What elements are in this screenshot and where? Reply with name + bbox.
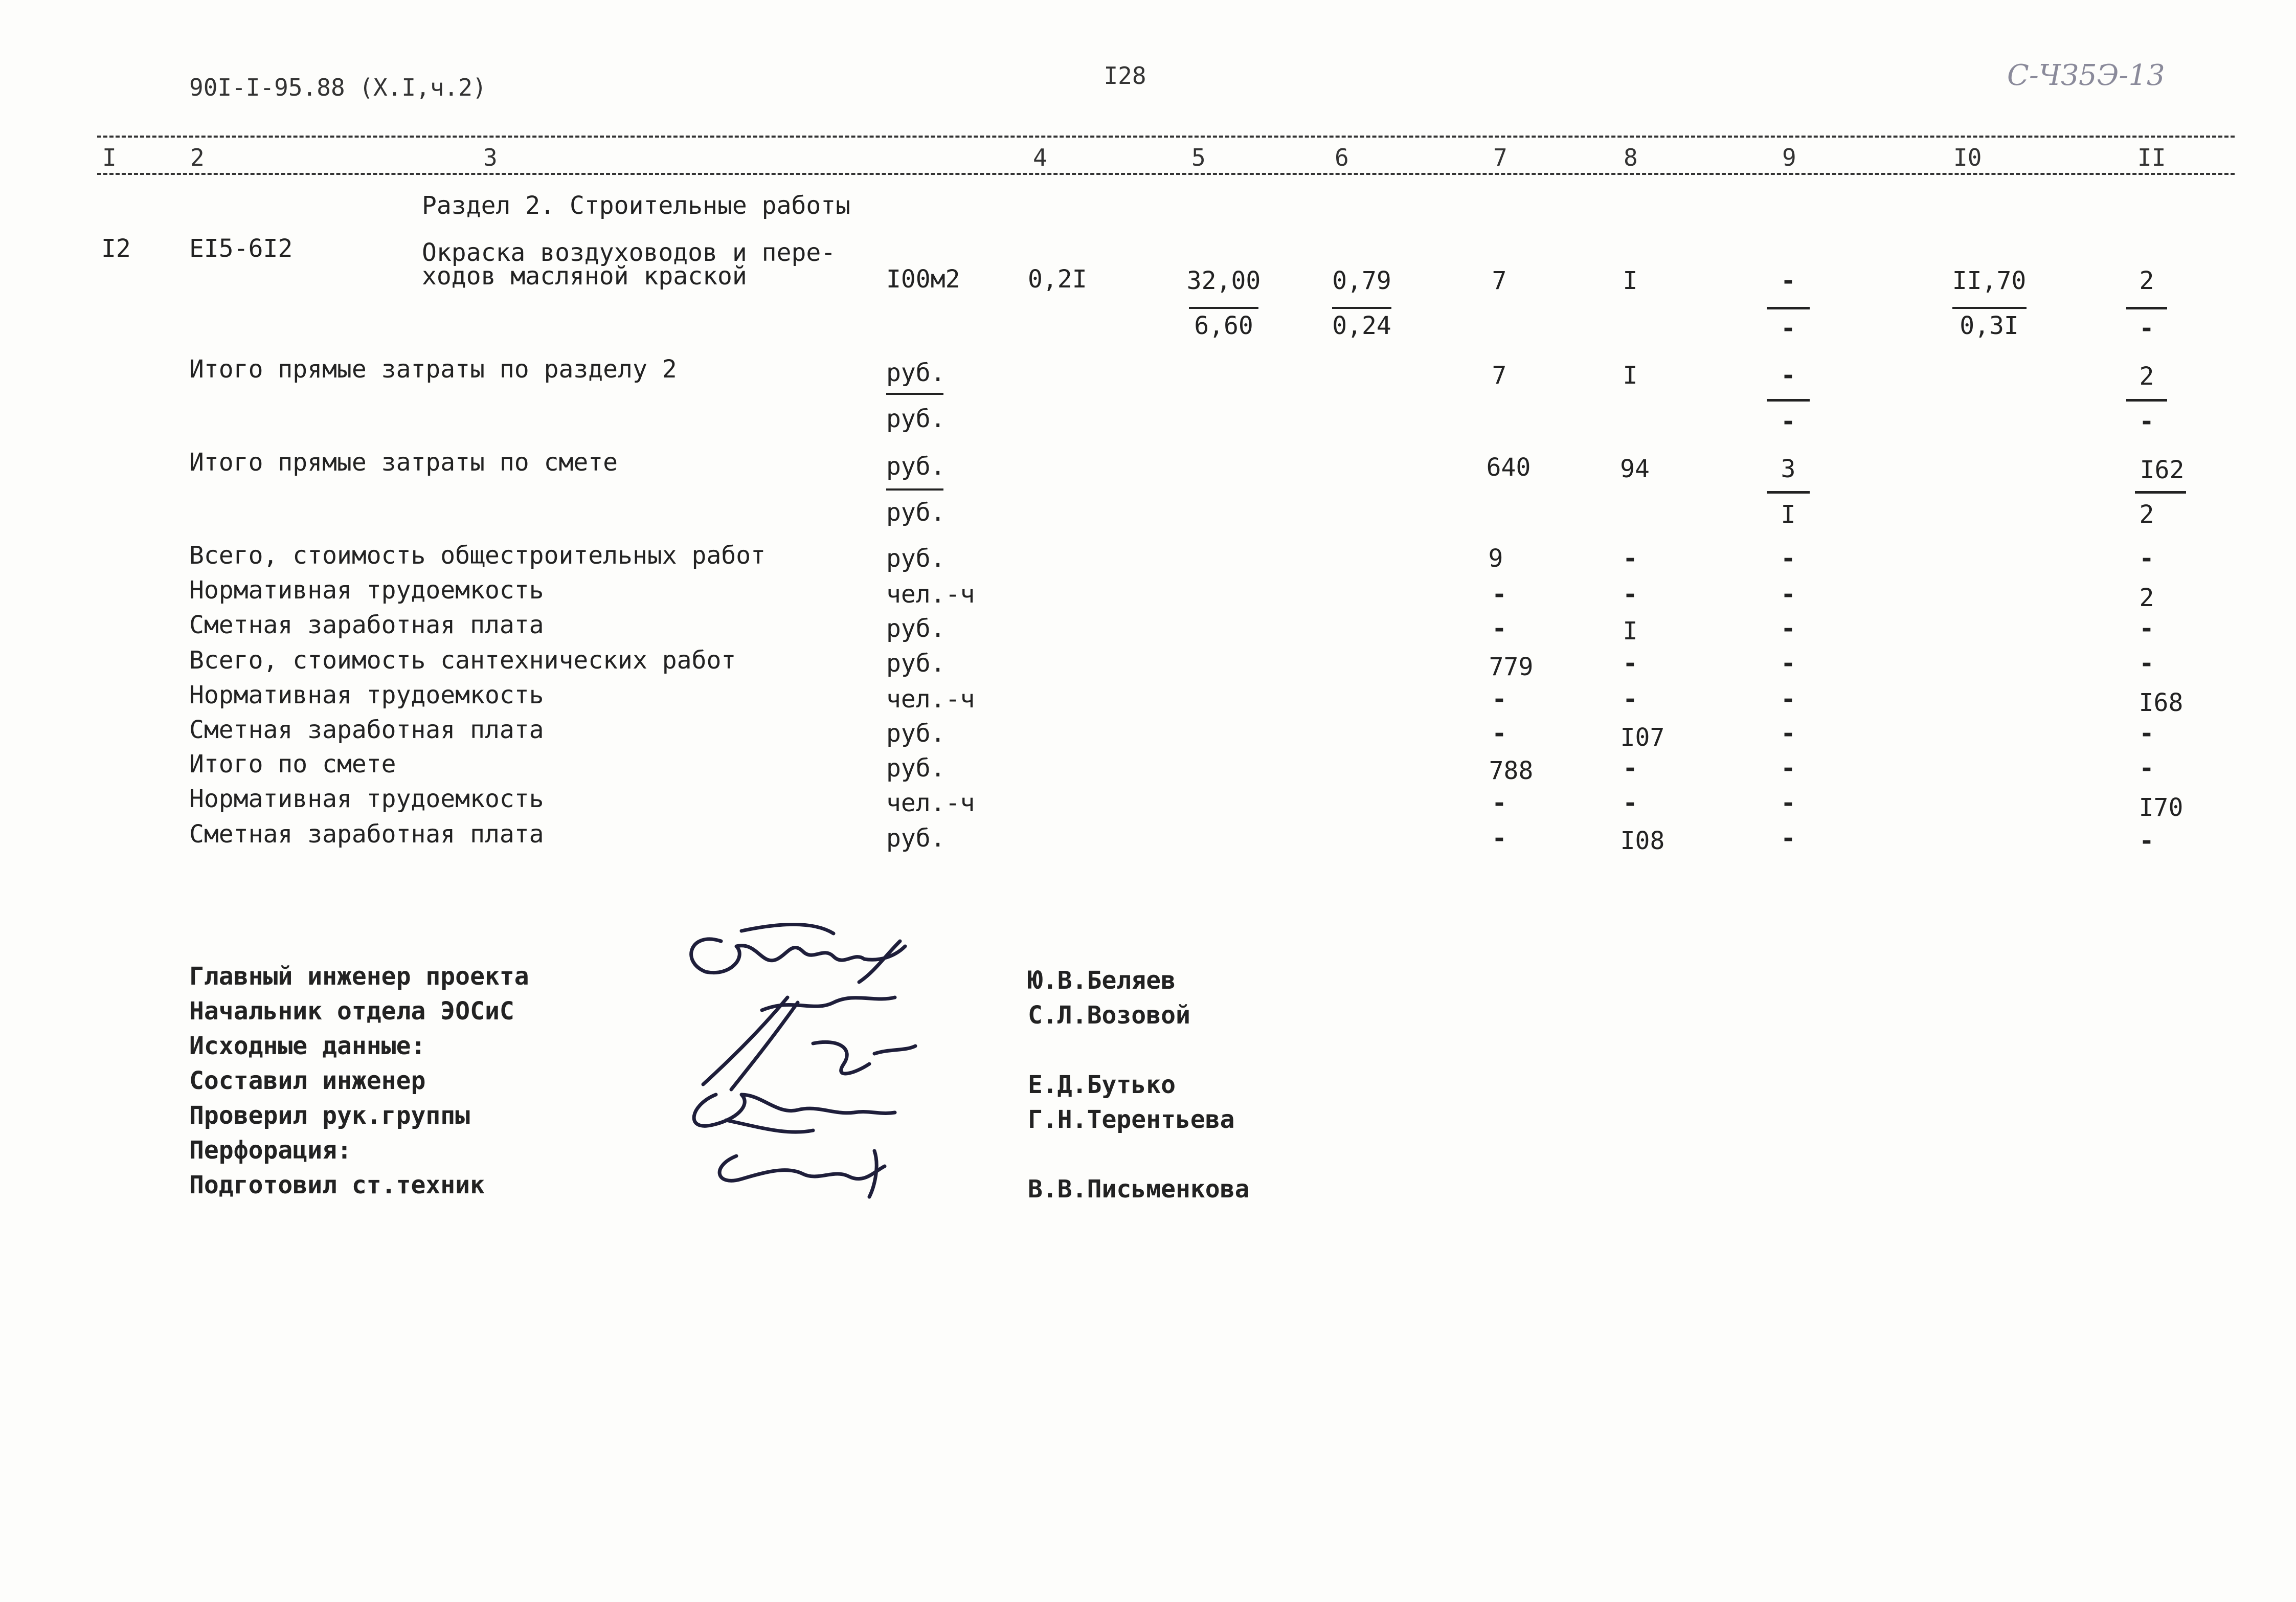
summary-label: Всего, стоимость сантехнических работ: [189, 646, 736, 675]
col-header-1: I: [102, 144, 117, 171]
summary-col11: -: [2139, 754, 2154, 783]
signature-role: Перфорация:: [189, 1136, 352, 1165]
signature-name: В.В.Письменкова: [1028, 1175, 1250, 1204]
col-header-5: 5: [1191, 144, 1206, 171]
summary-col9: -: [1781, 649, 1796, 678]
header-rule-bottom: [97, 173, 2235, 175]
summary-col8: -: [1623, 754, 1638, 783]
item-col9-bottom: -: [1781, 314, 1796, 343]
summary-col8: I08: [1620, 827, 1665, 855]
signature-role: Составил инженер: [189, 1066, 426, 1095]
fraction-line: [886, 488, 943, 491]
col-header-10: I0: [1953, 144, 1982, 171]
fraction-line: [1767, 307, 1810, 309]
signature-name: Ю.В.Беляев: [1028, 966, 1176, 995]
summary-col8: -: [1623, 685, 1638, 714]
summary-label: Всего, стоимость общестроительных работ: [189, 541, 766, 570]
section-title: Раздел 2. Строительные работы: [422, 191, 851, 220]
summary-col7: -: [1492, 580, 1507, 609]
item-col7: 7: [1492, 266, 1507, 295]
col-header-4: 4: [1033, 144, 1047, 171]
item-col6-bottom: 0,24: [1332, 312, 1391, 340]
summary-col9: -: [1781, 824, 1796, 853]
summary-col8: -: [1623, 789, 1638, 817]
page-number: I28: [1104, 62, 1146, 90]
item-col5-bottom: 6,60: [1194, 312, 1253, 340]
summary-col11: -: [2139, 649, 2154, 678]
summary-col9: -: [1781, 544, 1796, 573]
signature-role: Подготовил ст.техник: [189, 1171, 485, 1199]
summary-col9: -: [1781, 754, 1796, 783]
item-number: I2: [101, 234, 131, 263]
fraction-line: [1952, 307, 2027, 309]
summary-col11: -: [2139, 614, 2154, 643]
summary-col8: -: [1623, 580, 1638, 609]
fraction-line: [1767, 491, 1810, 494]
summary-col7: 779: [1489, 653, 1534, 681]
col-header-7: 7: [1493, 144, 1507, 171]
fraction-line: [2126, 307, 2167, 309]
subtotal-estimate-col11-bottom: 2: [2139, 500, 2154, 529]
subtotal-section-label: Итого прямые затраты по разделу 2: [189, 355, 677, 384]
summary-label: Сметная заработная плата: [189, 820, 544, 849]
signature-role: Проверил рук.группы: [189, 1101, 470, 1130]
subtotal-section-col8: I: [1623, 361, 1638, 390]
summary-col9: -: [1781, 719, 1796, 748]
summary-col11: 2: [2139, 584, 2154, 612]
col-header-3: 3: [483, 144, 498, 171]
subtotal-estimate-unit-top: руб.: [886, 452, 946, 481]
summary-label: Нормативная трудоемкость: [189, 785, 544, 813]
col-header-8: 8: [1624, 144, 1638, 171]
item-description-line1: Окраска воздуховодов и пере-: [422, 238, 836, 267]
fraction-line: [1332, 307, 1391, 309]
summary-col7: -: [1492, 685, 1507, 714]
col-header-6: 6: [1335, 144, 1349, 171]
summary-unit: руб.: [886, 719, 946, 748]
fraction-line: [2135, 491, 2186, 494]
col-header-9: 9: [1782, 144, 1796, 171]
header-rule-top: [97, 136, 2235, 138]
summary-unit: чел.-ч: [886, 580, 975, 609]
handwritten-signatures-image: [660, 910, 966, 1197]
signature-role: Начальник отдела ЭОСиС: [189, 997, 514, 1026]
summary-col9: -: [1781, 789, 1796, 817]
summary-col11: I68: [2139, 688, 2184, 717]
subtotal-section-col9-bottom: -: [1781, 407, 1796, 436]
item-col9-top: -: [1781, 266, 1796, 295]
summary-col11: -: [2139, 719, 2154, 748]
summary-col7: 9: [1488, 544, 1503, 573]
summary-unit: руб.: [886, 614, 946, 643]
subtotal-section-col9-top: -: [1781, 361, 1796, 390]
subtotal-estimate-col9-bottom: I: [1781, 500, 1796, 529]
col-header-2: 2: [190, 144, 205, 171]
item-col11-top: 2: [2139, 266, 2154, 295]
item-col6-top: 0,79: [1332, 266, 1391, 295]
fraction-line: [1189, 307, 1258, 309]
summary-col11: -: [2139, 827, 2154, 855]
subtotal-estimate-col8: 94: [1620, 455, 1650, 483]
subtotal-estimate-unit-bottom: руб.: [886, 498, 946, 527]
signature-name: С.Л.Возовой: [1028, 1001, 1190, 1030]
summary-col7: 788: [1489, 756, 1534, 785]
subtotal-section-col11-bottom: -: [2139, 407, 2154, 436]
summary-label: Сметная заработная плата: [189, 611, 544, 639]
subtotal-section-col11-top: 2: [2139, 362, 2154, 391]
summary-unit: руб.: [886, 544, 946, 573]
signature-role: Главный инженер проекта: [189, 962, 529, 991]
col-header-11: II: [2137, 144, 2166, 171]
subtotal-estimate-label: Итого прямые затраты по смете: [189, 448, 618, 477]
summary-col9: -: [1781, 614, 1796, 643]
fraction-line: [886, 393, 943, 395]
summary-col7: -: [1492, 824, 1507, 853]
fraction-line: [2126, 399, 2167, 402]
summary-col8: I07: [1620, 723, 1665, 752]
summary-col7: -: [1492, 614, 1507, 643]
summary-col7: -: [1492, 789, 1507, 817]
summary-unit: руб.: [886, 824, 946, 853]
summary-unit: руб.: [886, 754, 946, 783]
subtotal-estimate-col9-top: 3: [1781, 455, 1796, 483]
archive-stamp: С-ЧЗ5Э-13: [2007, 59, 2165, 92]
signature-name: Г.Н.Терентьева: [1028, 1105, 1235, 1134]
summary-col11: I70: [2139, 793, 2184, 822]
item-unit: I00м2: [886, 265, 960, 294]
summary-col8: -: [1623, 544, 1638, 573]
subtotal-section-unit-top: руб.: [886, 359, 946, 387]
fraction-line: [1767, 399, 1810, 402]
summary-label: Итого по смете: [189, 750, 396, 778]
item-quantity: 0,2I: [1028, 265, 1087, 294]
summary-col7: -: [1492, 719, 1507, 748]
summary-col11: -: [2139, 544, 2154, 573]
item-col10-top: II,70: [1952, 266, 2027, 295]
summary-col9: -: [1781, 685, 1796, 714]
item-col10-bottom: 0,3I: [1960, 312, 2019, 340]
item-code: EI5-6I2: [189, 234, 293, 263]
item-description-line2: ходов масляной краской: [422, 262, 747, 291]
item-col11-bottom: -: [2139, 314, 2154, 343]
item-col5-top: 32,00: [1186, 266, 1261, 295]
summary-unit: руб.: [886, 649, 946, 678]
item-col8: I: [1623, 266, 1638, 295]
summary-label: Нормативная трудоемкость: [189, 681, 544, 709]
summary-col8: -: [1623, 649, 1638, 678]
subtotal-section-col7: 7: [1492, 361, 1507, 390]
subtotal-estimate-col7: 640: [1486, 453, 1531, 482]
document-code: 90I-I-95.88 (X.I,ч.2): [189, 74, 487, 101]
summary-col8: I: [1623, 617, 1638, 646]
signature-name: Е.Д.Бутько: [1028, 1071, 1176, 1099]
subtotal-estimate-col11-top: I62: [2140, 456, 2185, 484]
summary-unit: чел.-ч: [886, 685, 975, 714]
summary-col9: -: [1781, 580, 1796, 609]
subtotal-section-unit-bottom: руб.: [886, 405, 946, 433]
summary-label: Нормативная трудоемкость: [189, 576, 544, 605]
summary-unit: чел.-ч: [886, 789, 975, 817]
summary-label: Сметная заработная плата: [189, 716, 544, 744]
signature-role: Исходные данные:: [189, 1032, 426, 1060]
